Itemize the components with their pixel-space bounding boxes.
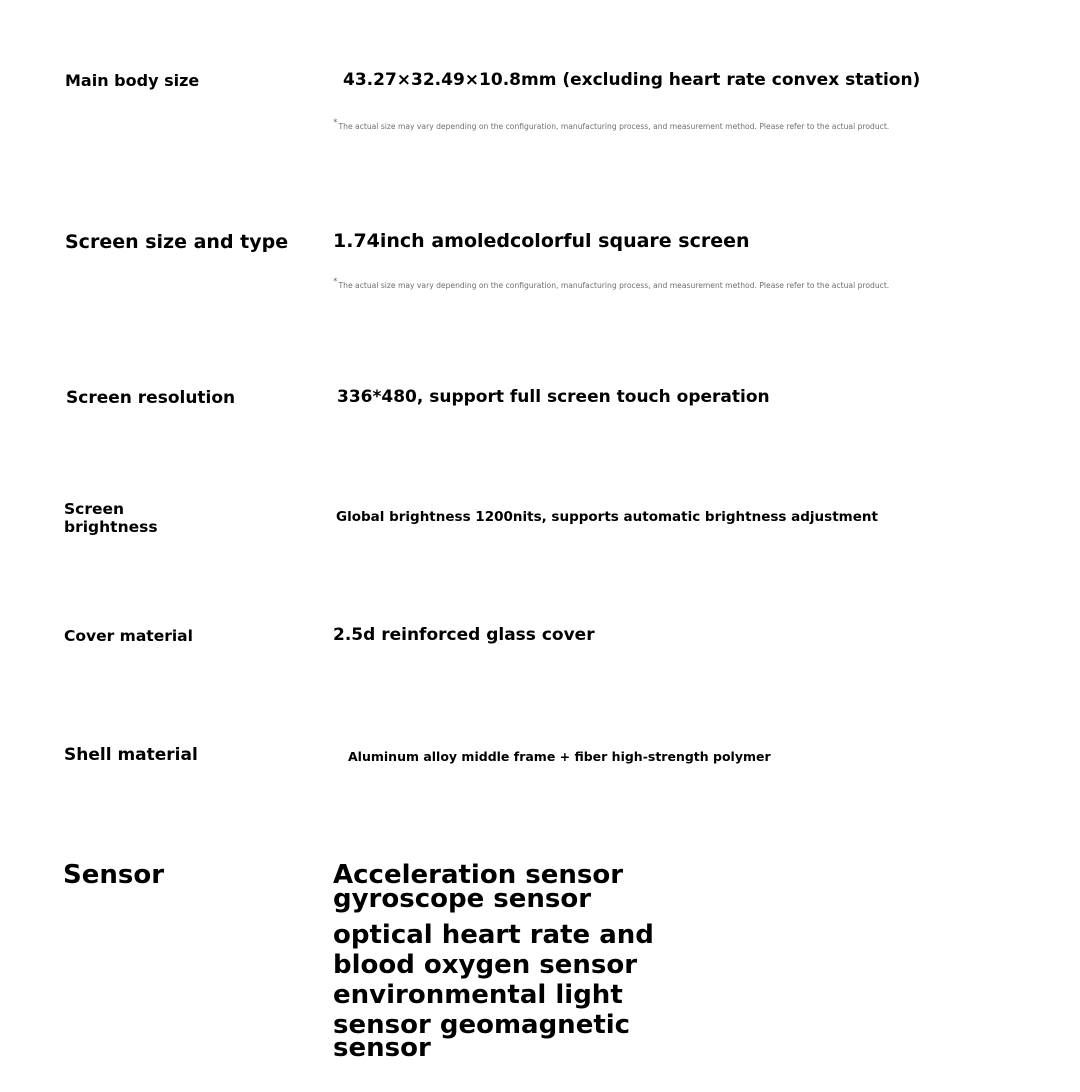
spec-value: 2.5d reinforced glass cover [333, 625, 595, 645]
sensor-line: blood oxygen sensor [333, 950, 638, 980]
spec-footnote [333, 118, 890, 132]
spec-label: Cover material [64, 627, 193, 645]
spec-label: Shell material [64, 745, 198, 765]
spec-footnote [333, 277, 890, 291]
sensor-line: Acceleration sensor [333, 860, 624, 890]
spec-label: Screen size and type [65, 231, 289, 253]
sensor-line: environmental light [333, 980, 623, 1010]
spec-value: Aluminum alloy middle frame + fiber high-strength polymer [348, 749, 771, 764]
spec-value: Global brightness 1200nits, supports automatic brightness adjustment [336, 509, 878, 525]
footnote-asterisk: * [333, 118, 338, 128]
footnote-text: The actual size may vary depending on the configuration, manufacturing process, and measurement method. Please refer to the actual product. [338, 122, 890, 131]
spec-value: 1.74inch amoledcolorful square screen [333, 230, 750, 252]
spec-label: Screen resolution [66, 388, 236, 408]
spec-label: Sensor [63, 860, 165, 890]
sensor-line: sensor [333, 1033, 431, 1063]
sensor-line: sensor geomagnetic [333, 1010, 631, 1040]
spec-value: 336*480, support full screen touch operation [337, 387, 770, 407]
footnote-asterisk: * [333, 277, 338, 287]
spec-label-line-2: brightness [64, 518, 158, 536]
spec-label: Main body size [65, 71, 200, 90]
spec-value: 43.27×32.49×10.8mm (excluding heart rate convex station) [343, 70, 921, 90]
footnote-text: The actual size may vary depending on the configuration, manufacturing process, and measurement method. Please refer to the actual product. [338, 281, 890, 290]
sensor-line: optical heart rate and [333, 920, 654, 950]
sensor-line: gyroscope sensor [333, 884, 592, 914]
spec-label-line-1: Screen [64, 500, 125, 518]
